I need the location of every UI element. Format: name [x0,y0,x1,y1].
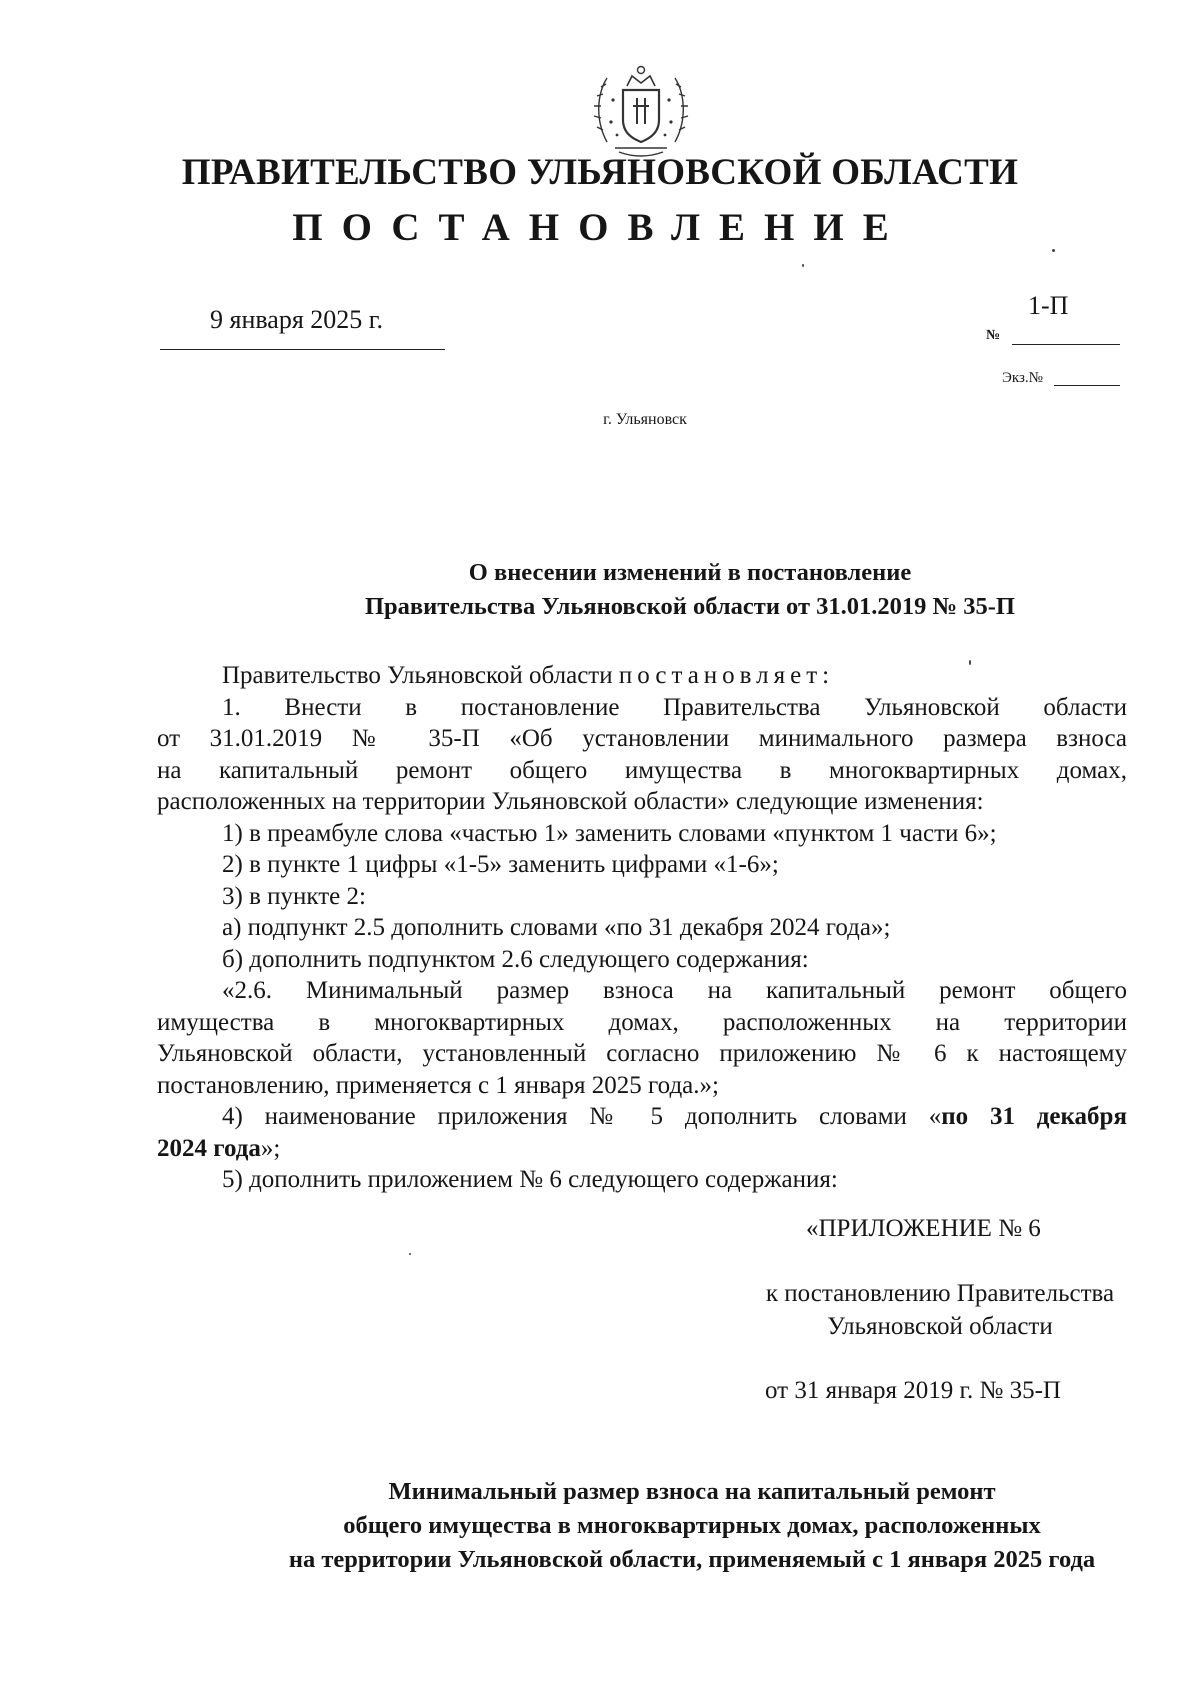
subitem-4-end: »; [260,1134,281,1162]
subitem-4-text: 4) наименование приложения № 5 дополнить словами « [222,1103,942,1130]
subitem-3b: б) дополнить подпунктом 2.6 следующего содержания: [222,945,809,973]
appendix-reference [740,1277,1140,1343]
document-body [157,660,1127,1196]
appendix-title: «ПРИЛОЖЕНИЕ № 6 [806,1215,1041,1242]
copy-number-underline [1054,385,1120,386]
table-title-line: на территории Ульяновской области, применяемый с 1 января 2025 года [288,1546,1096,1573]
number-label: № [986,328,1001,343]
document-subject [0,556,1200,624]
subitem-5: 5) дополнить приложением № 6 следующего содержания: [222,1166,838,1193]
subitem-2: 2) в пункте 1 цифры «1-5» заменить цифрами «1-6»; [222,851,779,878]
table-title-line: общего имущества в многоквартирных домах, расположенных [343,1512,1041,1539]
document-date: 9 января 2025 г. [210,305,384,334]
item1-line: на капитальный ремонт общего имущества в многоквартирных домах, [157,756,1127,784]
number-underline [1012,344,1120,345]
intro-paragraph [157,660,1127,692]
subitem-4-cont [157,1133,1127,1165]
government-heading: ПРАВИТЕЛЬСТВО УЛЬЯНОВСКОЙ ОБЛАСТИ [181,152,1019,193]
table-title-line: Минимальный размер взноса на капитальный ремонт [388,1478,996,1505]
appendix-table-title [0,1475,1200,1577]
city: г. Ульяновск [603,411,687,428]
scan-speck [1052,249,1055,252]
scan-speck [969,660,971,665]
intro-text: Правительство Ульяновской области [222,662,613,689]
intro-verb: постановляет: [618,662,835,689]
date-underline [160,349,445,350]
coat-of-arms-icon [593,60,689,160]
subject-line: Правительства Ульяновской области от 31.01.2019 № 35-П [365,593,1015,620]
subitem-3a: а) подпункт 2.5 дополнить словами «по 31 декабря 2024 года»; [222,914,891,941]
subitem-4-bold: 2024 года [157,1134,261,1162]
document-number: 1-П [1028,291,1069,320]
subitem-3: 3) в пункте 2: [222,882,366,910]
scan-speck [409,1253,411,1255]
quote-line: «2.6. Минимальный размер взноса на капитальный ремонт общего [222,977,1127,1004]
subject-line: О внесении изменений в постановление [468,559,912,586]
document-type-heading: ПОСТАНОВЛЕНИЕ [292,206,908,249]
appendix-date: от 31 января 2019 г. № 35-П [765,1377,1061,1404]
item1-line: 1. Внести в постановление Правительства Ульяновской области [222,693,1127,721]
subitem-4 [157,1101,1127,1133]
item1-line: от 31.01.2019 № 35-П «Об установлении минимального размера взноса [157,725,1127,752]
copy-number-label: Экз.№ [1002,370,1043,386]
item1-line: расположенных на территории Ульяновской области» следующие изменения: [157,788,984,815]
appendix-ref-line: Ульяновской области [827,1313,1053,1340]
subitem-1: 1) в преамбуле слова «частью 1» заменить словами «пунктом 1 части 6»; [222,819,997,847]
scan-speck [802,264,804,267]
appendix-ref-line: к постановлению Правительства [765,1280,1115,1307]
quote-line: постановлению, применяется с 1 января 2025 года.»; [157,1071,719,1099]
subitem-4-bold: по 31 декабря [941,1103,1127,1130]
quote-line: Ульяновской области, установленный согласно приложению № 6 к настоящему [157,1040,1127,1067]
quote-line: имущества в многоквартирных домах, расположенных на территории [157,1008,1127,1036]
